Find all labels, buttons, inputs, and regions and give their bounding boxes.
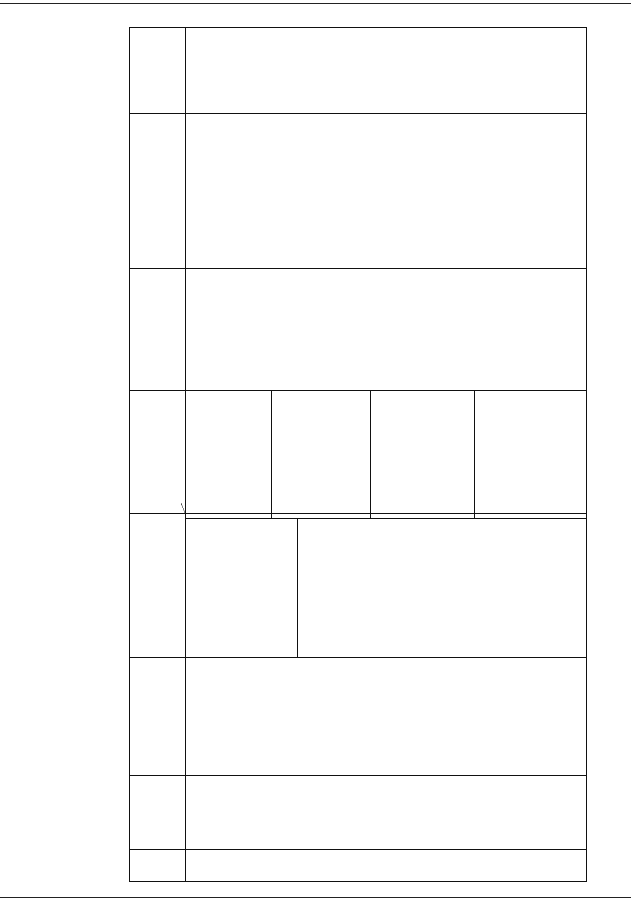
rotated-data-table — [129, 27, 587, 882]
table-grid — [129, 27, 587, 882]
scan-edge-bottom — [0, 897, 631, 898]
scan-edge-top — [0, 3, 631, 4]
